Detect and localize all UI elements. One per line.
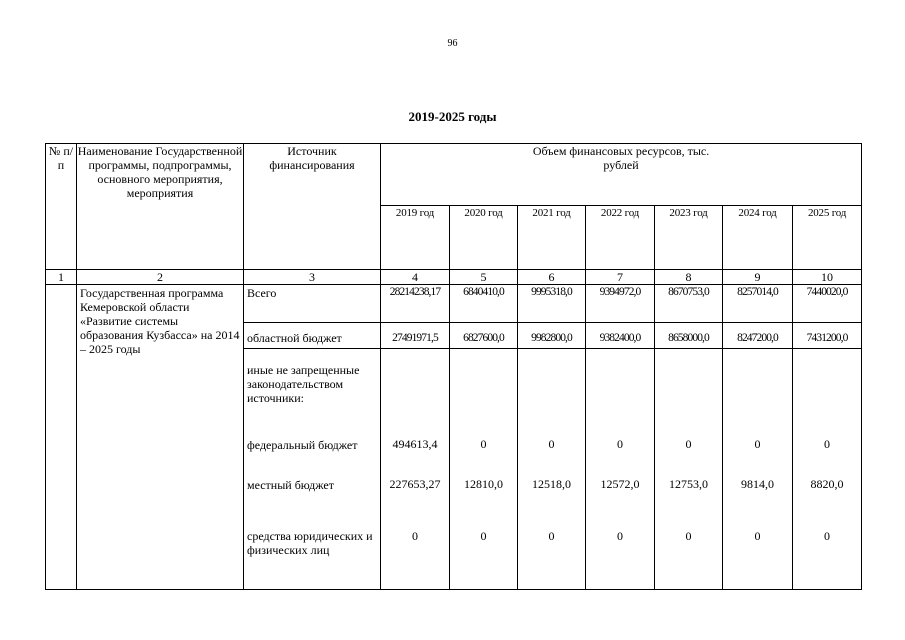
- column-number: 6: [518, 270, 586, 285]
- header-year-2021: 2021 год: [518, 206, 586, 270]
- value-federal-2024: 0: [723, 437, 793, 477]
- header-year-2022: 2022 год: [586, 206, 655, 270]
- value-total-2022: 9394972,0: [586, 285, 655, 323]
- header-name: Наименование Государственной программы, подпрограммы, основного мероприятия, мероприятия: [77, 144, 244, 270]
- source-other-sources: иные не запрещенные законодательством источники:: [244, 349, 381, 437]
- column-number: 8: [655, 270, 723, 285]
- header-year-2019: 2019 год: [381, 206, 450, 270]
- value-private-2022: 0: [586, 521, 655, 590]
- source-regional-budget: областной бюджет: [244, 323, 381, 349]
- value-local-2023: 12753,0: [655, 477, 723, 521]
- value-private-2021: 0: [518, 521, 586, 590]
- column-number: 3: [244, 270, 381, 285]
- header-year-2024: 2024 год: [723, 206, 793, 270]
- value-total-2020: 6840410,0: [450, 285, 518, 323]
- value-private-2020: 0: [450, 521, 518, 590]
- header-year-2023: 2023 год: [655, 206, 723, 270]
- header-year-2020: 2020 год: [450, 206, 518, 270]
- source-federal-budget: федеральный бюджет: [244, 437, 381, 477]
- column-number: 5: [450, 270, 518, 285]
- value-private-2024: 0: [723, 521, 793, 590]
- header-year-2025: 2025 год: [793, 206, 862, 270]
- header-volume: Объем финансовых ресурсов, тыс. рублей: [381, 144, 862, 206]
- column-number: 10: [793, 270, 862, 285]
- column-number: 9: [723, 270, 793, 285]
- header-num: № п/п: [46, 144, 77, 270]
- value-local-2025: 8820,0: [793, 477, 862, 521]
- value-federal-2021: 0: [518, 437, 586, 477]
- empty-cell: [518, 349, 586, 437]
- empty-cell: [381, 349, 450, 437]
- value-regional-2022: 9382400,0: [586, 323, 655, 349]
- value-total-2025: 7440020,0: [793, 285, 862, 323]
- column-number: 1: [46, 270, 77, 285]
- value-federal-2022: 0: [586, 437, 655, 477]
- empty-cell: [793, 349, 862, 437]
- header-source: Источник финансирования: [244, 144, 381, 270]
- source-local-budget: местный бюджет: [244, 477, 381, 521]
- value-total-2023: 8670753,0: [655, 285, 723, 323]
- value-private-2019: 0: [381, 521, 450, 590]
- column-number: 2: [77, 270, 244, 285]
- value-federal-2023: 0: [655, 437, 723, 477]
- empty-cell: [450, 349, 518, 437]
- source-legal-and-individuals: средства юридических и физических лиц: [244, 521, 381, 590]
- empty-cell: [586, 349, 655, 437]
- value-regional-2025: 7431200,0: [793, 323, 862, 349]
- row-number-cell: [46, 285, 77, 590]
- value-private-2023: 0: [655, 521, 723, 590]
- value-federal-2019: 494613,4: [381, 437, 450, 477]
- value-regional-2023: 8658000,0: [655, 323, 723, 349]
- document-title: 2019-2025 годы: [408, 109, 497, 124]
- financing-table: [45, 143, 862, 590]
- value-total-2019: 28214238,17: [381, 285, 450, 323]
- value-private-2025: 0: [793, 521, 862, 590]
- value-regional-2021: 9982800,0: [518, 323, 586, 349]
- program-name: Государственная программа Кемеровской области «Развитие системы образования Кузбасса» на 2014 – 2025 годы: [77, 285, 244, 590]
- value-local-2021: 12518,0: [518, 477, 586, 521]
- empty-cell: [655, 349, 723, 437]
- value-total-2024: 8257014,0: [723, 285, 793, 323]
- value-federal-2020: 0: [450, 437, 518, 477]
- value-local-2019: 227653,27: [381, 477, 450, 521]
- value-local-2020: 12810,0: [450, 477, 518, 521]
- value-regional-2020: 6827600,0: [450, 323, 518, 349]
- value-regional-2019: 27491971,5: [381, 323, 450, 349]
- source-total: Всего: [244, 285, 381, 323]
- value-local-2022: 12572,0: [586, 477, 655, 521]
- value-regional-2024: 8247200,0: [723, 323, 793, 349]
- column-number: 7: [586, 270, 655, 285]
- value-federal-2025: 0: [793, 437, 862, 477]
- value-total-2021: 9995318,0: [518, 285, 586, 323]
- column-number: 4: [381, 270, 450, 285]
- empty-cell: [723, 349, 793, 437]
- page-number: 96: [447, 38, 458, 49]
- value-local-2024: 9814,0: [723, 477, 793, 521]
